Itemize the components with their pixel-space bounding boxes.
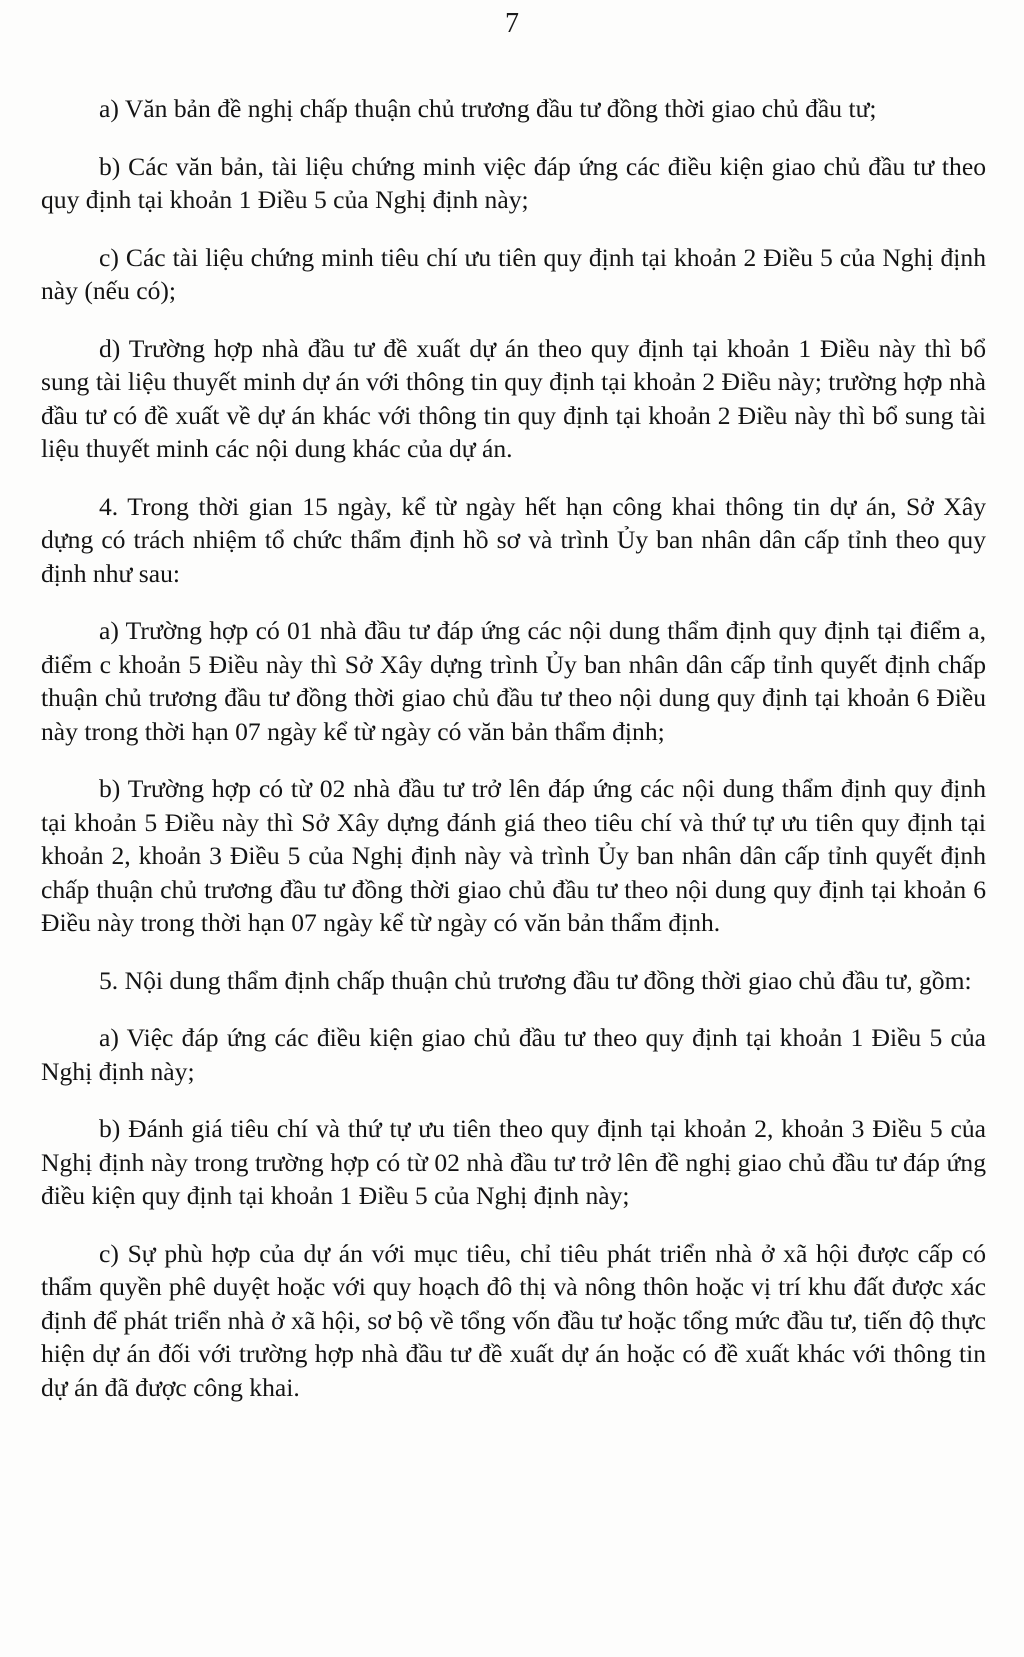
- paragraph-3d: d) Trường hợp nhà đầu tư đề xuất dự án theo quy định tại khoản 1 Điều này thì bổ sung tài liệu thuyết minh dự án với thông tin quy định tại khoản 2 Điều này; trường hợp nhà đầu tư có đề xuất về dự án khác với thông tin quy định tại khoản 2 Điều này thì bổ sung tài liệu thuyết minh các nội dung khác của dự án.: [41, 333, 986, 463]
- paragraph-4b: b) Trường hợp có từ 02 nhà đầu tư trở lên đáp ứng các nội dung thẩm định quy định tại khoản 5 Điều này thì Sở Xây dựng đánh giá theo tiêu chí và thứ tự ưu tiên quy định tại khoản 2, khoản 3 Điều 5 của Nghị định này và trình Ủy ban nhân dân cấp tỉnh quyết định chấp thuận chủ trương đầu tư đồng thời giao chủ đầu tư theo nội dung quy định tại khoản 6 Điều này trong thời hạn 07 ngày kể từ ngày có văn bản thẩm định.: [41, 774, 986, 937]
- paragraph-3a: a) Văn bản đề nghị chấp thuận chủ trương đầu tư đồng thời giao chủ đầu tư;: [99, 94, 877, 123]
- paragraph-3b: b) Các văn bản, tài liệu chứng minh việc đáp ứng các điều kiện giao chủ đầu tư theo quy định tại khoản 1 Điều 5 của Nghị định này;: [41, 151, 986, 214]
- document-body: [41, 92, 986, 1428]
- paragraph-5b: b) Đánh giá tiêu chí và thứ tự ưu tiên theo quy định tại khoản 2, khoản 3 Điều 5 của Nghị định này trong trường hợp có từ 02 nhà đầu tư trở lên đề nghị giao chủ đầu tư đáp ứng điều kiện quy định tại khoản 1 Điều 5 của Nghị định này;: [41, 1114, 986, 1210]
- paragraph-5a: a) Việc đáp ứng các điều kiện giao chủ đầu tư theo quy định tại khoản 1 Điều 5 của Nghị định này;: [41, 1023, 986, 1086]
- paragraph-4: 4. Trong thời gian 15 ngày, kể từ ngày hết hạn công khai thông tin dự án, Sở Xây dựng có trách nhiệm tổ chức thẩm định hồ sơ và trình Ủy ban nhân dân cấp tỉnh theo quy định như sau:: [41, 491, 986, 588]
- page-number: 7: [505, 8, 519, 39]
- paragraph-4a: a) Trường hợp có 01 nhà đầu tư đáp ứng các nội dung thẩm định quy định tại điểm a, điểm c khoản 5 Điều này thì Sở Xây dựng trình Ủy ban nhân dân cấp tỉnh quyết định chấp thuận chủ trương đầu tư đồng thời giao chủ đầu tư theo nội dung quy định tại khoản 6 Điều này trong thời hạn 07 ngày kể từ ngày có văn bản thẩm định;: [41, 616, 986, 746]
- paragraph-3c: c) Các tài liệu chứng minh tiêu chí ưu tiên quy định tại khoản 2 Điều 5 của Nghị định này (nếu có);: [41, 242, 986, 305]
- paragraph-5: 5. Nội dung thẩm định chấp thuận chủ trương đầu tư đồng thời giao chủ đầu tư, gồm:: [99, 965, 972, 995]
- paragraph-5c: c) Sự phù hợp của dự án với mục tiêu, chỉ tiêu phát triển nhà ở xã hội được cấp có thẩm quyền phê duyệt hoặc với quy hoạch đô thị và nông thôn hoặc vị trí khu đất được xác định để phát triển nhà ở xã hội, sơ bộ về tổng vốn đầu tư hoặc tổng mức đầu tư, tiến độ thực hiện dự án đối với trường hợp nhà đầu tư đề xuất dự án hoặc có đề xuất khác với thông tin dự án đã được công khai.: [41, 1238, 986, 1402]
